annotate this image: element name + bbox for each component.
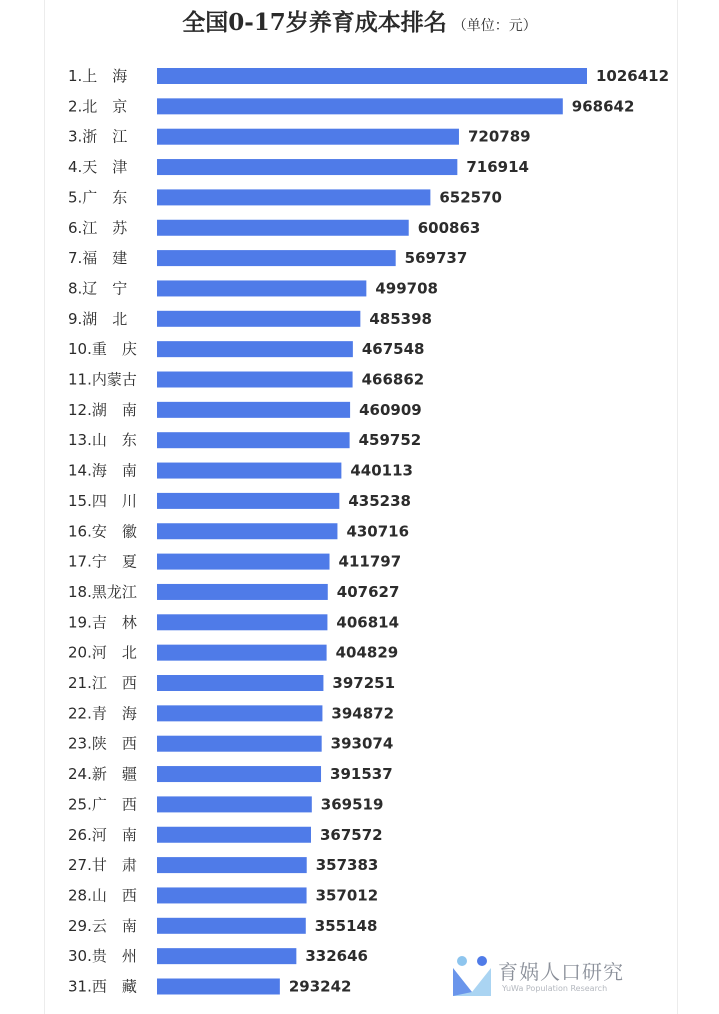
bar — [157, 645, 327, 661]
value-label: 467548 — [361, 340, 425, 359]
bar — [157, 129, 459, 145]
bar — [157, 705, 322, 721]
category-label: 22.青 海 — [68, 704, 137, 723]
value-label: 460909 — [359, 400, 422, 419]
bar — [157, 341, 353, 357]
value-label: 466862 — [361, 370, 425, 389]
bar — [157, 220, 409, 236]
bar — [157, 311, 360, 327]
value-label: 430716 — [346, 522, 410, 541]
value-label: 600863 — [417, 218, 481, 237]
category-label: 6.江 苏 — [68, 218, 128, 237]
value-label: 411797 — [338, 552, 402, 571]
bar — [157, 918, 306, 934]
category-label: 7.福 建 — [68, 249, 128, 268]
category-label: 3.浙 江 — [68, 127, 128, 146]
category-label: 13.山 东 — [68, 431, 137, 450]
category-label: 30.贵 州 — [68, 947, 137, 966]
value-label: 485398 — [369, 309, 432, 328]
bar — [157, 372, 353, 388]
bar — [157, 736, 322, 752]
value-label: 435238 — [348, 491, 411, 510]
value-label: 397251 — [332, 674, 396, 692]
category-label: 5.广 东 — [68, 188, 128, 207]
category-label: 12.湖 南 — [68, 400, 137, 419]
category-label: 24.新 疆 — [68, 765, 137, 784]
category-label: 15.四 川 — [68, 491, 137, 510]
category-label: 27.甘 肃 — [68, 856, 137, 875]
bar — [157, 766, 321, 782]
category-label: 11.内蒙古 — [68, 370, 137, 389]
category-label: 29.云 南 — [68, 916, 137, 935]
category-label: 2.北 京 — [68, 97, 128, 116]
value-label: 357012 — [315, 886, 379, 905]
value-label: 357383 — [315, 856, 379, 875]
value-label: 968642 — [571, 97, 635, 116]
bar — [157, 189, 430, 205]
bar — [157, 857, 307, 873]
value-label: 393074 — [330, 734, 394, 753]
value-label: 404829 — [335, 643, 399, 662]
chart-title-text: 全国0-17岁养育成本排名 — [182, 9, 447, 36]
category-label: 19.吉 林 — [68, 613, 137, 632]
bar — [157, 68, 587, 84]
yuwa-logo-icon — [450, 952, 494, 998]
category-label: 20.河 北 — [68, 643, 137, 662]
value-label: 652570 — [439, 188, 503, 207]
bar — [157, 979, 280, 995]
category-label: 16.安 徽 — [68, 522, 137, 541]
bar — [157, 614, 327, 630]
value-label: 716914 — [466, 158, 529, 177]
category-label: 26.河 南 — [68, 825, 137, 844]
value-label: 293242 — [288, 977, 352, 996]
value-label: 720789 — [467, 127, 531, 146]
bar — [157, 432, 350, 448]
bar — [157, 948, 296, 964]
category-label: 9.湖 北 — [68, 309, 128, 328]
bar — [157, 402, 350, 418]
bar — [157, 584, 328, 600]
bar — [157, 827, 311, 843]
category-label: 21.江 西 — [68, 674, 137, 692]
bar — [157, 280, 366, 296]
watermark-logo — [450, 952, 650, 1002]
value-label: 406814 — [336, 613, 400, 632]
value-label: 569737 — [404, 249, 468, 268]
bar — [157, 796, 312, 812]
value-label: 391537 — [330, 765, 393, 784]
category-label: 18.黑龙江 — [68, 582, 137, 601]
bar — [157, 98, 563, 114]
category-label: 4.天 津 — [68, 158, 128, 177]
value-label: 367572 — [319, 825, 383, 844]
bar — [157, 523, 337, 539]
value-label: 369519 — [320, 795, 384, 814]
chart-unit: （单位：元） — [452, 18, 537, 34]
value-label: 1026412 — [596, 67, 670, 85]
category-label: 17.宁 夏 — [68, 552, 137, 571]
category-label: 8.辽 宁 — [68, 279, 128, 298]
category-label: 10.重 庆 — [68, 340, 137, 359]
value-label: 332646 — [305, 947, 368, 966]
value-label: 407627 — [336, 582, 400, 601]
bar — [157, 675, 323, 691]
watermark-name: 育娲人口研究 — [498, 960, 624, 984]
bar — [157, 887, 307, 903]
bar — [157, 159, 457, 175]
watermark-sub: YuWa Population Research — [502, 984, 608, 993]
category-label: 23.陕 西 — [68, 734, 137, 753]
bar — [157, 250, 396, 266]
value-label: 459752 — [358, 431, 422, 450]
category-label: 14.海 南 — [68, 461, 137, 480]
value-label: 355148 — [314, 916, 378, 935]
category-label: 25.广 西 — [68, 795, 137, 814]
bar — [157, 554, 330, 570]
bar — [157, 493, 339, 509]
category-label: 28.山 西 — [68, 886, 137, 905]
category-label: 31.西 藏 — [68, 977, 137, 996]
value-label: 499708 — [375, 279, 438, 298]
bar — [157, 463, 341, 479]
value-label: 440113 — [350, 461, 414, 480]
category-label: 1.上 海 — [68, 67, 128, 85]
value-label: 394872 — [331, 704, 395, 723]
